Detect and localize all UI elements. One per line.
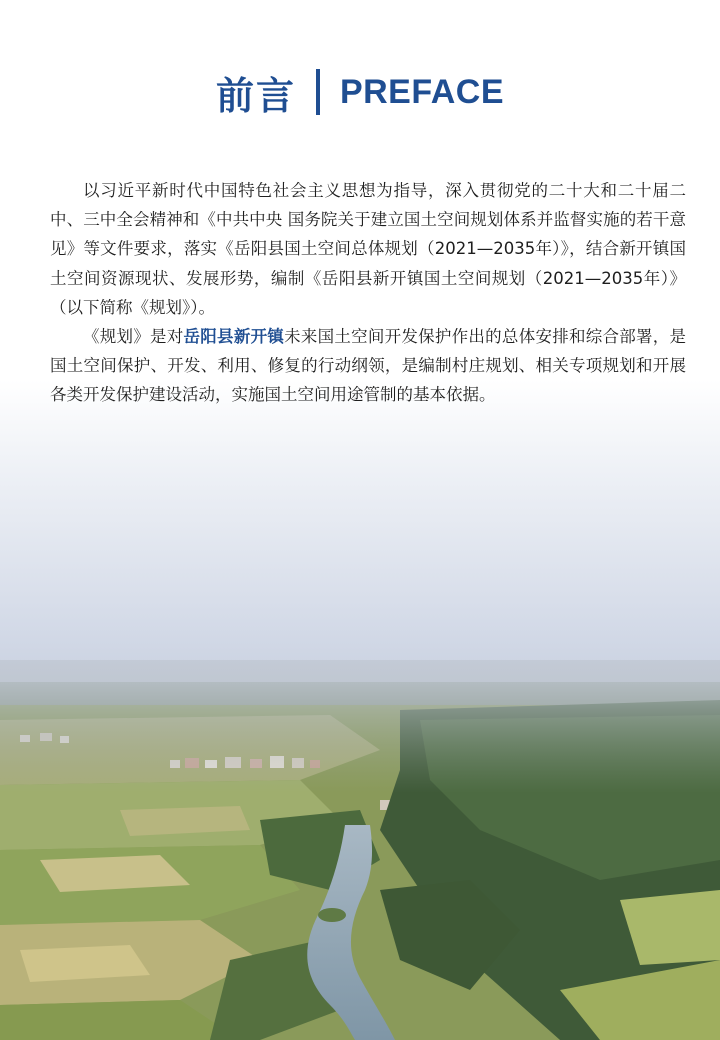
aerial-landscape-photo [0,660,720,1040]
title-english: PREFACE [339,72,505,111]
preface-paragraph-2 [50,322,686,410]
highlight-town-name: 岳阳县新开镇 [183,327,285,347]
page-header [0,60,720,124]
paragraph-2-rest: 未来国土空间开发保护作出的总体安排和综合部署，是国土空间保护、开发、利用、修复的行动纲领，是编制村庄规划、相关专项规划和开展各类开发保护建设活动，实施国土空间用途管制的基本依据。 [50,327,687,405]
title-divider [316,69,320,115]
paragraph-2-lead: 《规划》是对 [83,327,184,347]
preface-body [50,176,686,410]
title-chinese: 前言 [215,73,296,118]
preface-paragraph-1: 以习近平新时代中国特色社会主义思想为指导，深入贯彻党的二十大和二十届二中、三中全会精神和《中共中央 国务院关于建立国土空间规划体系并监督实施的若干意见》等文件要求，落实《岳阳县国土空间总体规划（2021—2035年）》，结合新开镇国土空间资源现状、发展形势，编制《岳阳县新开镇国土空间规划（2021—2035年）》（以下简称《规划》）。 [50,181,686,317]
